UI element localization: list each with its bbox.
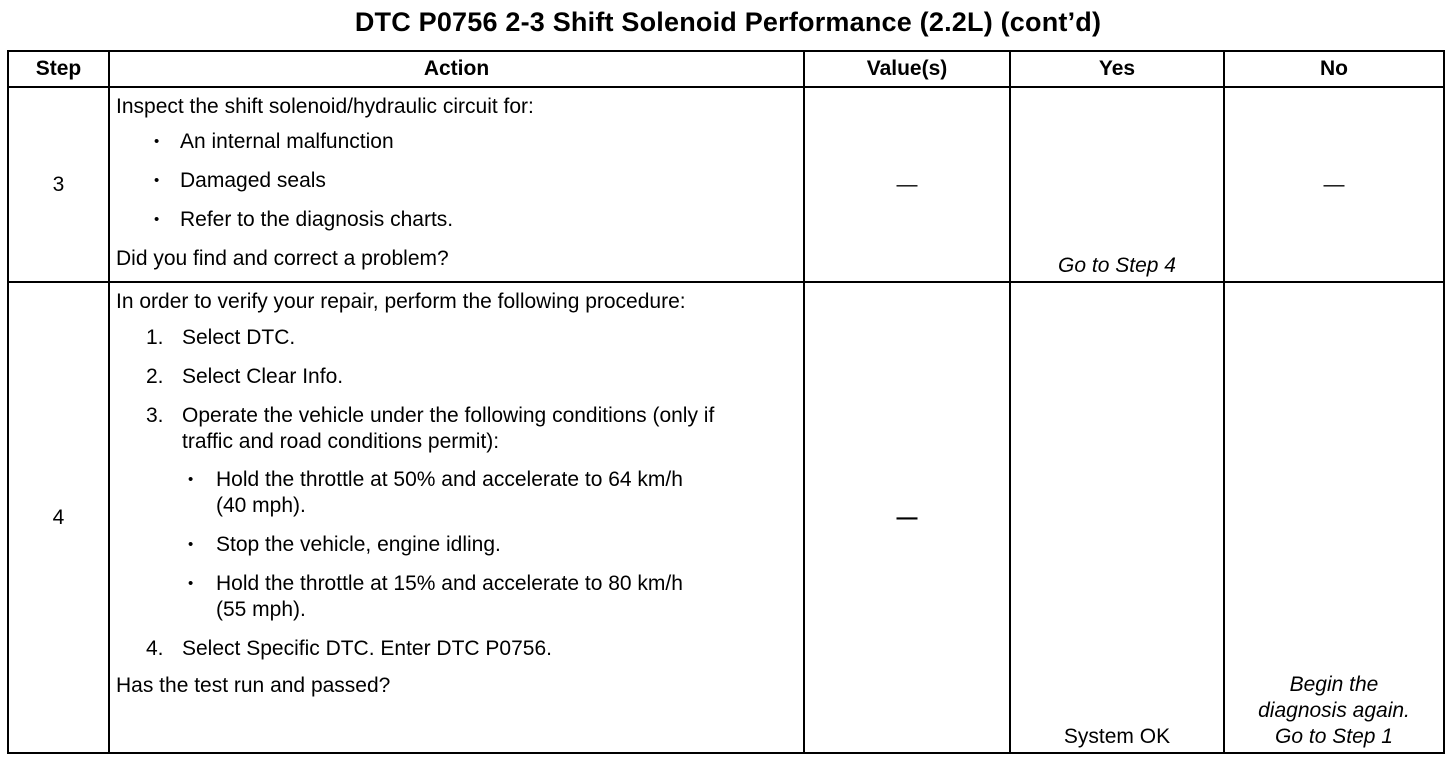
yes-cell: System OK (1010, 282, 1224, 753)
action-intro: In order to verify your repair, perform the following procedure: (116, 290, 686, 313)
procedure-step-text: Operate the vehicle under the following conditions (only if traffic and road conditions permit): (182, 404, 715, 453)
step-number: 4 (8, 282, 109, 753)
step-number: 3 (8, 87, 109, 282)
action-bullet: • Damaged seals (116, 168, 797, 194)
diagnostic-table (7, 50, 1445, 754)
table-header-row (8, 51, 1444, 87)
value-cell (804, 87, 1010, 282)
action-bullet: • Refer to the diagnosis charts. (116, 207, 797, 233)
procedure-step-text: Select DTC. (182, 326, 296, 349)
value-cell (804, 282, 1010, 753)
procedure-step (116, 364, 797, 390)
value-dash: — (896, 172, 918, 196)
procedure-step-number: 1. (146, 326, 164, 349)
action-cell (109, 87, 804, 282)
condition-bullet: • Hold the throttle at 15% and accelerate to 80 km/h (55 mph). (182, 571, 706, 623)
header-step: Step (8, 51, 109, 87)
procedure-step-number: 3. (146, 404, 164, 427)
procedure-step-text: Select Specific DTC. Enter DTC P0756. (182, 637, 552, 660)
action-intro: Inspect the shift solenoid/hydraulic circuit for: (116, 95, 534, 118)
condition-bullet: • Hold the throttle at 50% and accelerate to 64 km/h (40 mph). (182, 467, 706, 519)
no-cell (1224, 87, 1444, 282)
no-instruction: Begin the diagnosis again. Go to Step 1 (1258, 673, 1410, 748)
action-question: Has the test run and passed? (116, 674, 391, 697)
procedure-step (116, 636, 797, 662)
header-no: No (1224, 51, 1444, 87)
procedure-step-text: Select Clear Info. (182, 365, 344, 388)
procedure-list (116, 325, 797, 662)
yes-cell: Go to Step 4 (1010, 87, 1224, 282)
procedure-step (116, 403, 797, 623)
procedure-step (116, 325, 797, 351)
action-bullet: • An internal malfunction (116, 129, 797, 155)
table-row-step-4 (8, 282, 1444, 753)
action-bullet-list (116, 129, 797, 233)
header-values: Value(s) (804, 51, 1010, 87)
table-row-step-3 (8, 87, 1444, 282)
no-dash: — (1323, 172, 1345, 196)
header-action: Action (109, 51, 804, 87)
condition-bullet-list (182, 467, 767, 623)
header-yes: Yes (1010, 51, 1224, 87)
procedure-step-number: 4. (146, 637, 164, 660)
document-title: DTC P0756 2-3 Shift Solenoid Performance (2.2L) (cont’d) (354, 7, 1102, 37)
procedure-step-number: 2. (146, 365, 164, 388)
condition-bullet: • Stop the vehicle, engine idling. (182, 532, 767, 558)
no-cell (1224, 282, 1444, 753)
value-dash: — (896, 505, 918, 529)
action-cell (109, 282, 804, 753)
action-question: Did you find and correct a problem? (116, 247, 449, 270)
